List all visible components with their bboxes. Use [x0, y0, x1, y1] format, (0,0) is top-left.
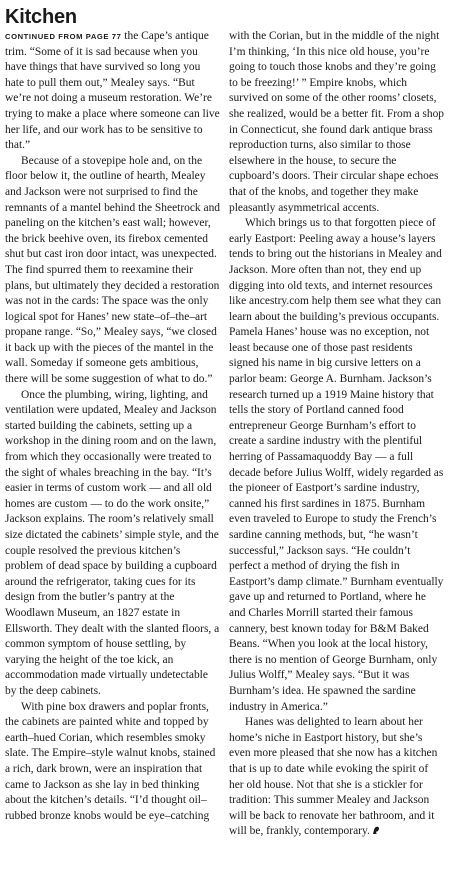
paragraph	[229, 715, 445, 840]
article-columns	[5, 29, 445, 840]
paragraph: with the Corian, but in the middle of the night I’m thinking, ‘In this nice old house, you’re going to touch those knobs and they’re going to be freezing!’ ” Empire knobs, which survived on some of the other rooms’ closets, she realized, would be a better fit. From a shop in Connecticut, she found dark antique brass reproduction turns, also similar to those elsewhere in the house, to secure the cupboard’s doors. Their circular shape echoes that of the knobs, and together they make pleasantly asymmetrical accents.	[229, 30, 445, 214]
paragraph: Because of a stovepipe hole and, on the floor below it, the outline of hearth, Mealey and Jackson were not surprised to find the remnants of a mantel behind the Sheetrock and paneling on the kitchen’s east wall; however, the brick beehive oven, its firebox cemented shut but cast iron door intact, was unexpected. The find spurred them to reexamine their plans, but ultimately they decided a restoration was not in the cards: The space was the only logical spot for Hanes’ new state–of–the–art propane range. “So,” Mealey says, “we closed it back up with the pieces of the mantel in the wall. Someday if someone gets ambitious, there will be some suggestion of what to do.”	[5, 154, 221, 386]
paragraph-text: Hanes was delighted to learn about her home’s niche in Eastport history, but she’s even more pleased that she now has a kitchen that is up to date while evoking the spirit of her old house. Not that she is a stickler for tradition: This summer Mealey and Jackson will be back to renovate her bathroom, and it will be, frankly, contemporary.	[229, 716, 438, 838]
paragraph-text: the Cape’s antique trim. “Some of it is sad because when you have things that have survived so long you hate to pull them out,” Mealey says. “But we’re not doing a museum restoration. We’re trying to make a place where someone can live her life, and our work has to be sensitive to that.”	[5, 30, 220, 152]
paragraph: Which brings us to that forgotten piece of early Eastport: Peeling away a house’s layers tends to bring out the historians in Mealey and Jackson. More often than not, they end up digging into old texts, and internet resources like ancestry.com help them see what they can learn about the building’s previous occupants. Pamela Hanes’ house was no exception, not least because one of those past residents signed his name in big cursive letters on a parlor beam: George A. Burnham. Jackson’s research turned up a 1919 Maine history that tells the story of Portland canned food entrepreneur George Burnham’s effort to create a sardine industry with the plentiful herring of Passamaquoddy Bay — a full decade before Julius Wolff, widely regarded as the pioneer of Eastport’s sardine industry, canned his first sardines in 1875. Burnham even traveled to Europe to study the French’s sardine canning methods, but, “he wasn’t successful,” Jackson says. “He couldn’t perfect a method of drying the fish in Eastport’s damp climate.” Burnham eventually gave up and returned to Portland, where he and Charles Morrill started their famous cannery, best known today for B&M Baked Beans. “When you look at the local history, there is no mention of George Burnham, only Julius Wolff,” Mealey says. “But it was Burnham’s idea. He spawned the sardine industry in America.”	[229, 217, 444, 713]
paragraph: With pine box drawers and poplar fronts, the cabinets are painted white and topped by earth–hued Corian, which resembles smoky slate. The Empire–style walnut knobs, stained a rich, dark brown, were an inspiration that came to Jackson as she lay in bed thinking about the kitchen’s details. “I’d thought oil–rubbed bronze knobs would be eye–catching	[5, 700, 216, 822]
paragraph: Once the plumbing, wiring, lighting, and ventilation were updated, Mealey and Jackson started building the cabinets, setting up a workshop in the dining room and on the lawn, from which they occasionally were treated to the sight of whales breaching in the bay. “It’s easier in terms of custom work — and all old homes are custom — to do the work onsite,” Jackson explains. The room’s relatively small size dictated the cabinets’ simple style, and the couple resolved the previous kitchen’s problem of dead space by building a cupboard around the refrigerator, taking cues for its design from the butler’s pantry at the Woodlawn Museum, an 1827 estate in Ellsworth. They dealt with the slanted floors, a common symptom of house settling, by varying the height of the toe kick, an accommodation made virtually undetectable by the deep cabinets.	[5, 388, 220, 697]
right-column	[229, 29, 445, 840]
continued-kicker: CONTINUED FROM PAGE 77	[5, 32, 122, 41]
end-of-article-mark-icon	[372, 826, 380, 835]
paragraph	[5, 29, 221, 154]
left-column	[5, 29, 221, 840]
section-heading: Kitchen	[5, 6, 77, 28]
